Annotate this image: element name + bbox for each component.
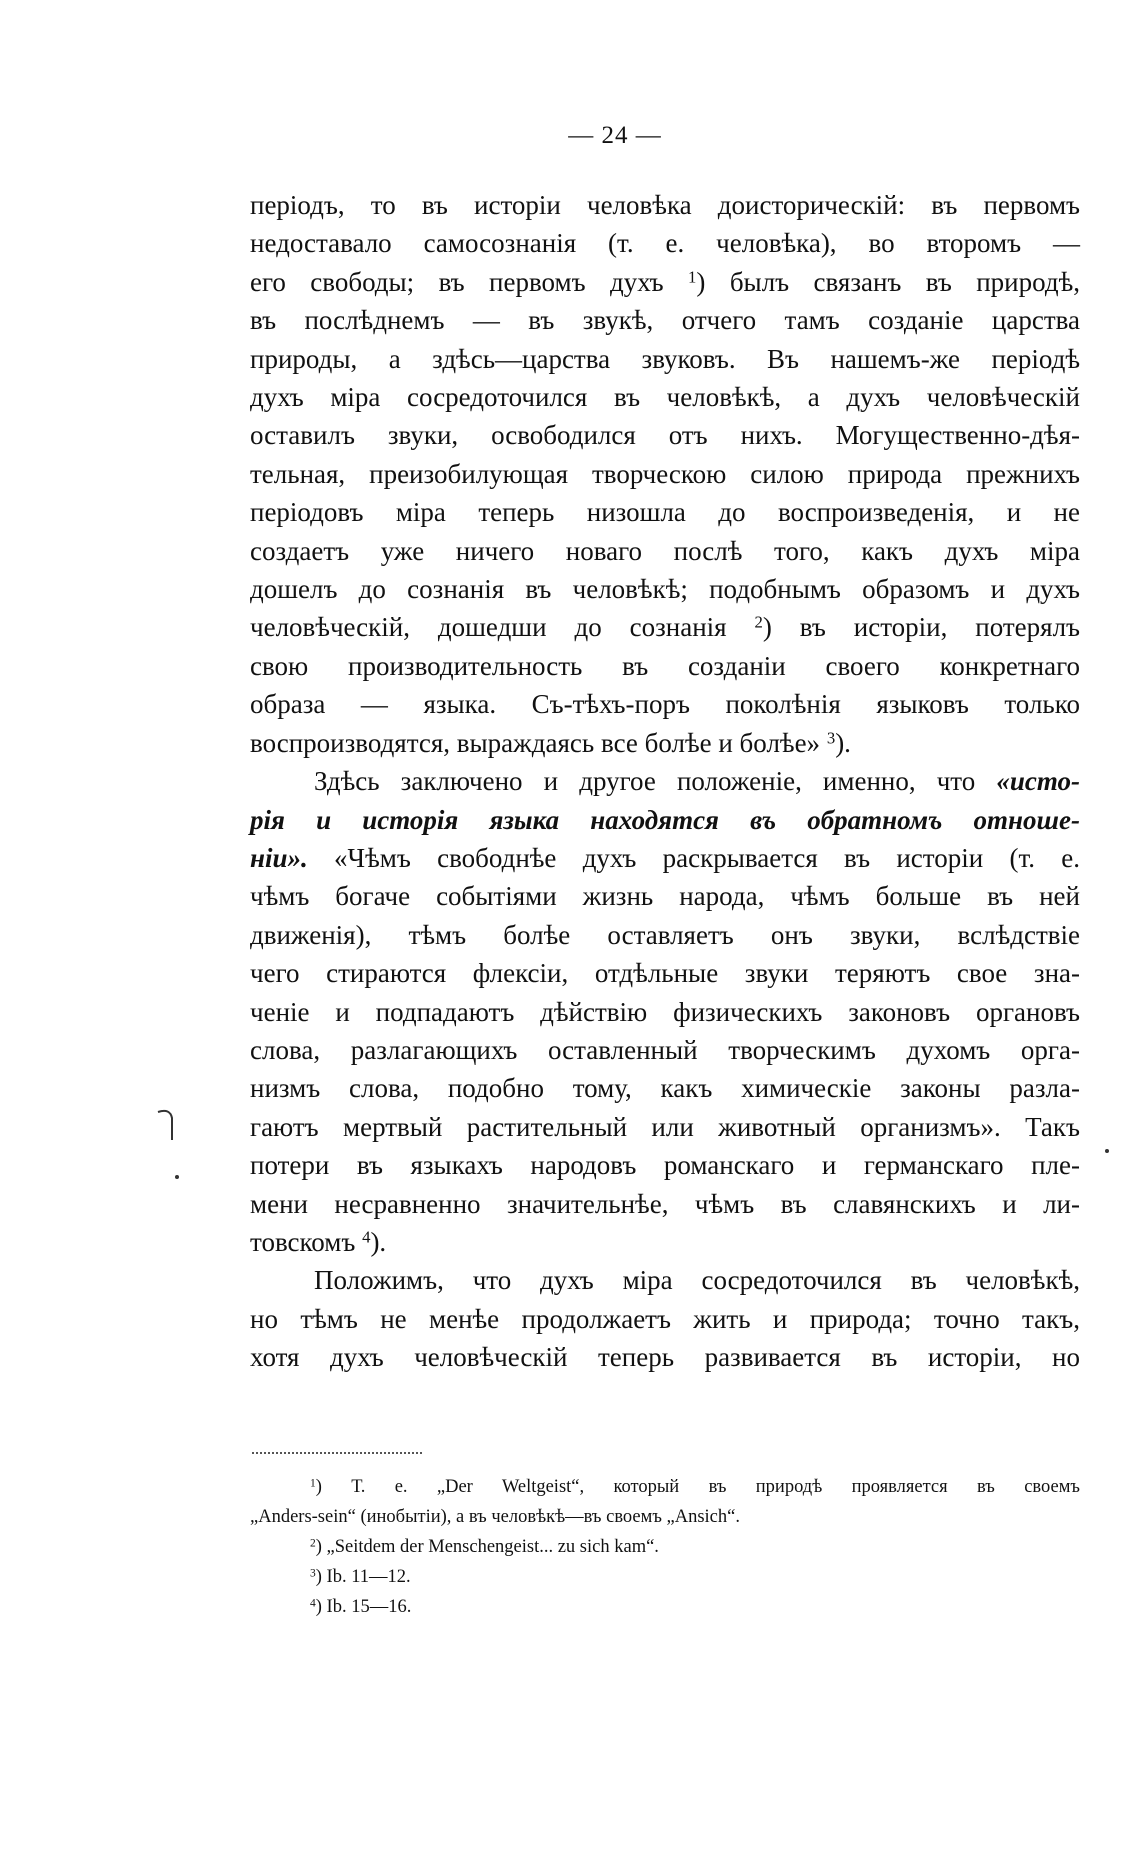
text-line xyxy=(250,263,1080,301)
text-line: создаетъ уже ничего новаго послѣ того, какъ духъ міра xyxy=(250,535,1080,566)
text-fragment: ) былъ связанъ въ природѣ, xyxy=(696,266,1081,297)
text-line: движенія), тѣмъ болѣе оставляетъ онъ звуки, вслѣдствіе xyxy=(250,919,1080,950)
footnote-text: Т. е. „Der Weltgeist“, который въ природѣ проявляется въ своемъ xyxy=(351,1477,1080,1497)
footnote-marker: 2 xyxy=(310,1537,316,1550)
text-line: оставилъ звуки, освободился отъ нихъ. Могущественно-дѣя- xyxy=(250,420,1080,451)
text-fragment: товскомъ xyxy=(250,1226,356,1257)
footnote-ref: 3 xyxy=(826,728,836,748)
text-line: періодъ, то въ исторіи человѣка доисторическій: въ первомъ xyxy=(250,190,1080,220)
margin-dot-mark xyxy=(172,1172,182,1182)
text-line: недоставало самосознанія (т. е. человѣка), во второмъ — xyxy=(250,228,1080,259)
text-line xyxy=(250,762,1080,800)
text-fragment: ). xyxy=(835,727,851,758)
text-fragment: ). xyxy=(370,1226,387,1257)
footnote-4: $^4$) Ib. 15—16. xyxy=(310,1597,412,1617)
text-line: дошелъ до сознанія въ человѣкѣ; подобнымъ образомъ и духъ xyxy=(250,574,1080,605)
text-line: мени несравненно значительнѣе, чѣмъ въ славянскихъ и ли- xyxy=(250,1188,1080,1219)
text-line: духъ міра сосредоточился въ человѣкѣ, а духъ человѣческій xyxy=(250,382,1080,413)
footnote-3: $^3$) Ib. 11—12. xyxy=(310,1567,411,1587)
text-line: въ послѣднемъ — въ звукѣ, отчего тамъ созданіе царства xyxy=(250,305,1080,336)
text-line: Положимъ, что духъ міра сосредоточился въ человѣкѣ, xyxy=(314,1265,1080,1296)
text-line: ченіе и подпадаютъ дѣйствію физическихъ законовъ органовъ xyxy=(250,996,1080,1027)
footnotes xyxy=(250,1472,1080,1622)
text-line: чѣмъ богаче событіями жизнь народа, чѣмъ больше въ ней xyxy=(250,881,1080,912)
emphasis-text: «исто- xyxy=(996,766,1081,797)
text-fragment: «Чѣмъ свободнѣе духъ раскрывается въ исторіи (т. е. xyxy=(307,842,1080,873)
text-line: чего стираются флексіи, отдѣльные звуки теряютъ свое зна- xyxy=(250,958,1080,989)
page-number: — 24 — xyxy=(568,122,662,149)
text-line: слова, разлагающихъ оставленный творческимъ духомъ орга- xyxy=(250,1034,1080,1065)
text-line: низмъ слова, подобно тому, какъ химическіе законы разла- xyxy=(250,1073,1080,1104)
footnote-ref: 1 xyxy=(688,267,697,287)
text-fragment: воспроизводятся, выраждаясь все болѣе и болѣе» xyxy=(250,727,821,758)
footnote-marker: 3 xyxy=(310,1567,316,1580)
text-line xyxy=(250,608,1080,646)
text-line: гаютъ мертвый растительный или животный организмъ». Такъ xyxy=(250,1111,1080,1142)
text-line: образа — языка. Съ-тѣхъ-поръ поколѣнія языковъ только xyxy=(250,689,1080,720)
text-fragment: его свободы; въ первомъ духъ xyxy=(250,266,664,297)
footnote-ref: 2 xyxy=(754,613,763,633)
text-line: тельная, преизобилующая творческою силою природа прежнихъ xyxy=(250,458,1080,489)
text-line: природы, а здѣсь—царства звуковъ. Въ нашемъ-же періодѣ xyxy=(250,343,1080,374)
footnote-marker: 4 xyxy=(310,1597,316,1610)
text-line: хотя духъ человѣческій теперь развивается въ исторіи, но xyxy=(250,1342,1080,1373)
emphasis-line: рія и исторія языка находятся въ обратномъ отноше- xyxy=(250,804,1080,835)
footnote-ref: 4 xyxy=(362,1227,371,1247)
text-line: потери въ языкахъ народовъ романскаго и германскаго пле- xyxy=(250,1150,1080,1181)
text-line xyxy=(250,839,1080,877)
text-fragment: человѣческій, дошедши до сознанія xyxy=(250,612,727,643)
emphasis-text: ніи». xyxy=(250,842,308,873)
footnote-text: Ib. 15—16. xyxy=(326,1597,412,1617)
footnote-text: Ib. 11—12. xyxy=(326,1567,411,1587)
text-line: періодовъ міра теперь низошла до воспроизведенія, и не xyxy=(250,497,1080,528)
footnote-text: „Seitdem der Menschengeist... zu sich kam“. xyxy=(326,1537,659,1557)
footnote-1: $^1$) Т. е. „Der Weltgeist“, который въ природѣ проявляется въ своемъ xyxy=(310,1477,1080,1497)
footnote-divider xyxy=(252,1452,422,1454)
footnote-marker: 1 xyxy=(310,1477,316,1490)
text-line xyxy=(250,724,1080,762)
text-line: свою производительность въ созданіи своего конкретнаго xyxy=(250,650,1080,681)
text-line: но тѣмъ не менѣе продолжаетъ жить и природа; точно такъ, xyxy=(250,1303,1080,1334)
body-text xyxy=(250,186,1080,1377)
margin-dot-mark xyxy=(1102,1146,1112,1156)
text-fragment: Здѣсь заключено и другое положеніе, именно, что xyxy=(314,766,976,797)
footnote-1-continued: „Anders-sein“ (инобытіи), а въ человѣкѣ—въ своемъ „Ansich“. xyxy=(250,1507,740,1527)
text-line xyxy=(250,1223,1080,1261)
footnote-2: $^2$) „Seitdem der Menschengeist... zu sich kam“. xyxy=(310,1537,659,1557)
margin-pencil-mark xyxy=(152,1106,182,1146)
text-fragment: ) въ исторіи, потерялъ xyxy=(762,612,1080,643)
